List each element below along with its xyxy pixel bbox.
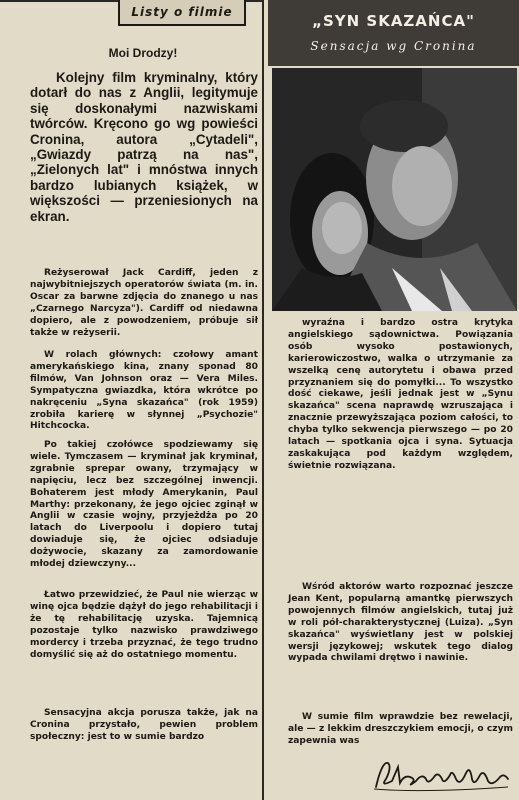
article-subtitle: Sensacja wg Cronina — [310, 39, 477, 53]
paragraph-cast: W rolach głównych: czołowy amant amerykańskiego kina, znany sponad 80 filmów, Van Johnson oraz — Vera Miles. Sympatyczna gwiazdka, która wkrótce po nakręceniu „Syna skazańca" (rok 1959) zrobiła karierę w słynnej „Psychozie" Hitchcocka. — [30, 350, 258, 432]
paragraph-social-problem: Sensacyjna akcja porusza także, jak na Cronina przystało, pewien problem społeczny: jest to w sumie bardzo — [30, 708, 258, 742]
rubric-label: Listy o filmie — [118, 0, 246, 26]
signature-icon — [372, 757, 512, 793]
paragraph-actors: Wśród aktorów warto rozpoznać jeszcze Jean Kent, popularną amantkę pierwszych powojennych filmów angielskich, tutaj już w roli pół-charakterystycznej (Luiza). „Syn skazańca" wyświetlany jest w polskiej wersji językowej; wskutek tego dialog wypada chwilami drętwo i nawinie. — [288, 582, 513, 664]
paragraph-critique: wyraźna i bardzo ostra krytyka angielskiego sądownictwa. Powiązania osób wysoko postawionych, karierowiczostwo, walka o utrzymanie za wszelką cenę autorytetu i obawa przed przyznaniem się do pomyłki... To wszystko dość ciekawe, jeśli jednak jest w „Synu skazańca" scena naprawdę wzruszająca i znacznie przewyższająca poziom całości, to chyba tylko sekwencja pierwszego — po 20 latach — spotkania ojca i syna. Sytuacja zaskakująca pod każdym względem, świetnie rozwiązana. — [288, 318, 513, 471]
paragraph-director: Reżyserował Jack Cardiff, jeden z najwybitniejszych operatorów świata (m. in. Oscar za barwne zdjęcia do znanego u nas „Czarnego Narcyza"). Cardiff od niedawna dopiero, ale z powodzeniem, próbuje sił także w reżyserii. — [30, 268, 258, 338]
right-column — [268, 0, 519, 800]
handwritten-signature — [372, 757, 512, 793]
film-still-illustration — [272, 68, 517, 311]
paragraph-plot: Po takiej czołówce spodziewamy się wiele. Tymczasem — kryminał jak kryminał, zgrabnie sprepar owany, trzymający w napięciu, lecz bez szczególnej inwencji. Bohaterem jest młody Amerykanin, Paul Marthy: przekonany, że jego ojciec zginął w Anglii w czasie wojny, przyjeżdża po 20 latach do Liverpoolu i dopiero tutaj dowiaduje się, że ojciec odsiaduje dożywocie, skazany za zamordowanie młodej dziewczyny... — [30, 440, 258, 570]
paragraph-summary: W sumie film wprawdzie bez rewelacji, ale — z lekkim dreszczykiem emocji, o czym zapewnia was — [288, 712, 513, 746]
greeting: Moi Drodzy! — [108, 46, 178, 60]
film-still-photo — [272, 68, 517, 311]
article-title: „SYN SKAZAŃCA" — [312, 12, 475, 30]
paragraph-rehabilitation: Łatwo przewidzieć, że Paul nie wierząc w winę ojca będzie dążył do jego rehabilitacji i że tę rehabilitację uzyska. Tajemnicą pozostaje tylko nazwisko prawdziwego mordercy i trzeba przyznać, że tego trudno domyślić się aż do ostatniego momentu. — [30, 590, 258, 660]
lead-paragraph: Kolejny film kryminalny, który dotarł do nas z Anglii, legitymuje się doskonałymi nazwiskami twórców. Kręcono go wg powieści Cronina, autora „Cytadeli", „Gwiazdy patrzą na nas", „Zielonych lat" i mnóstwa innych bardzo lubianych książek, w większości — przeniesionych na ekran. — [30, 70, 258, 224]
article-title-box — [268, 0, 519, 66]
